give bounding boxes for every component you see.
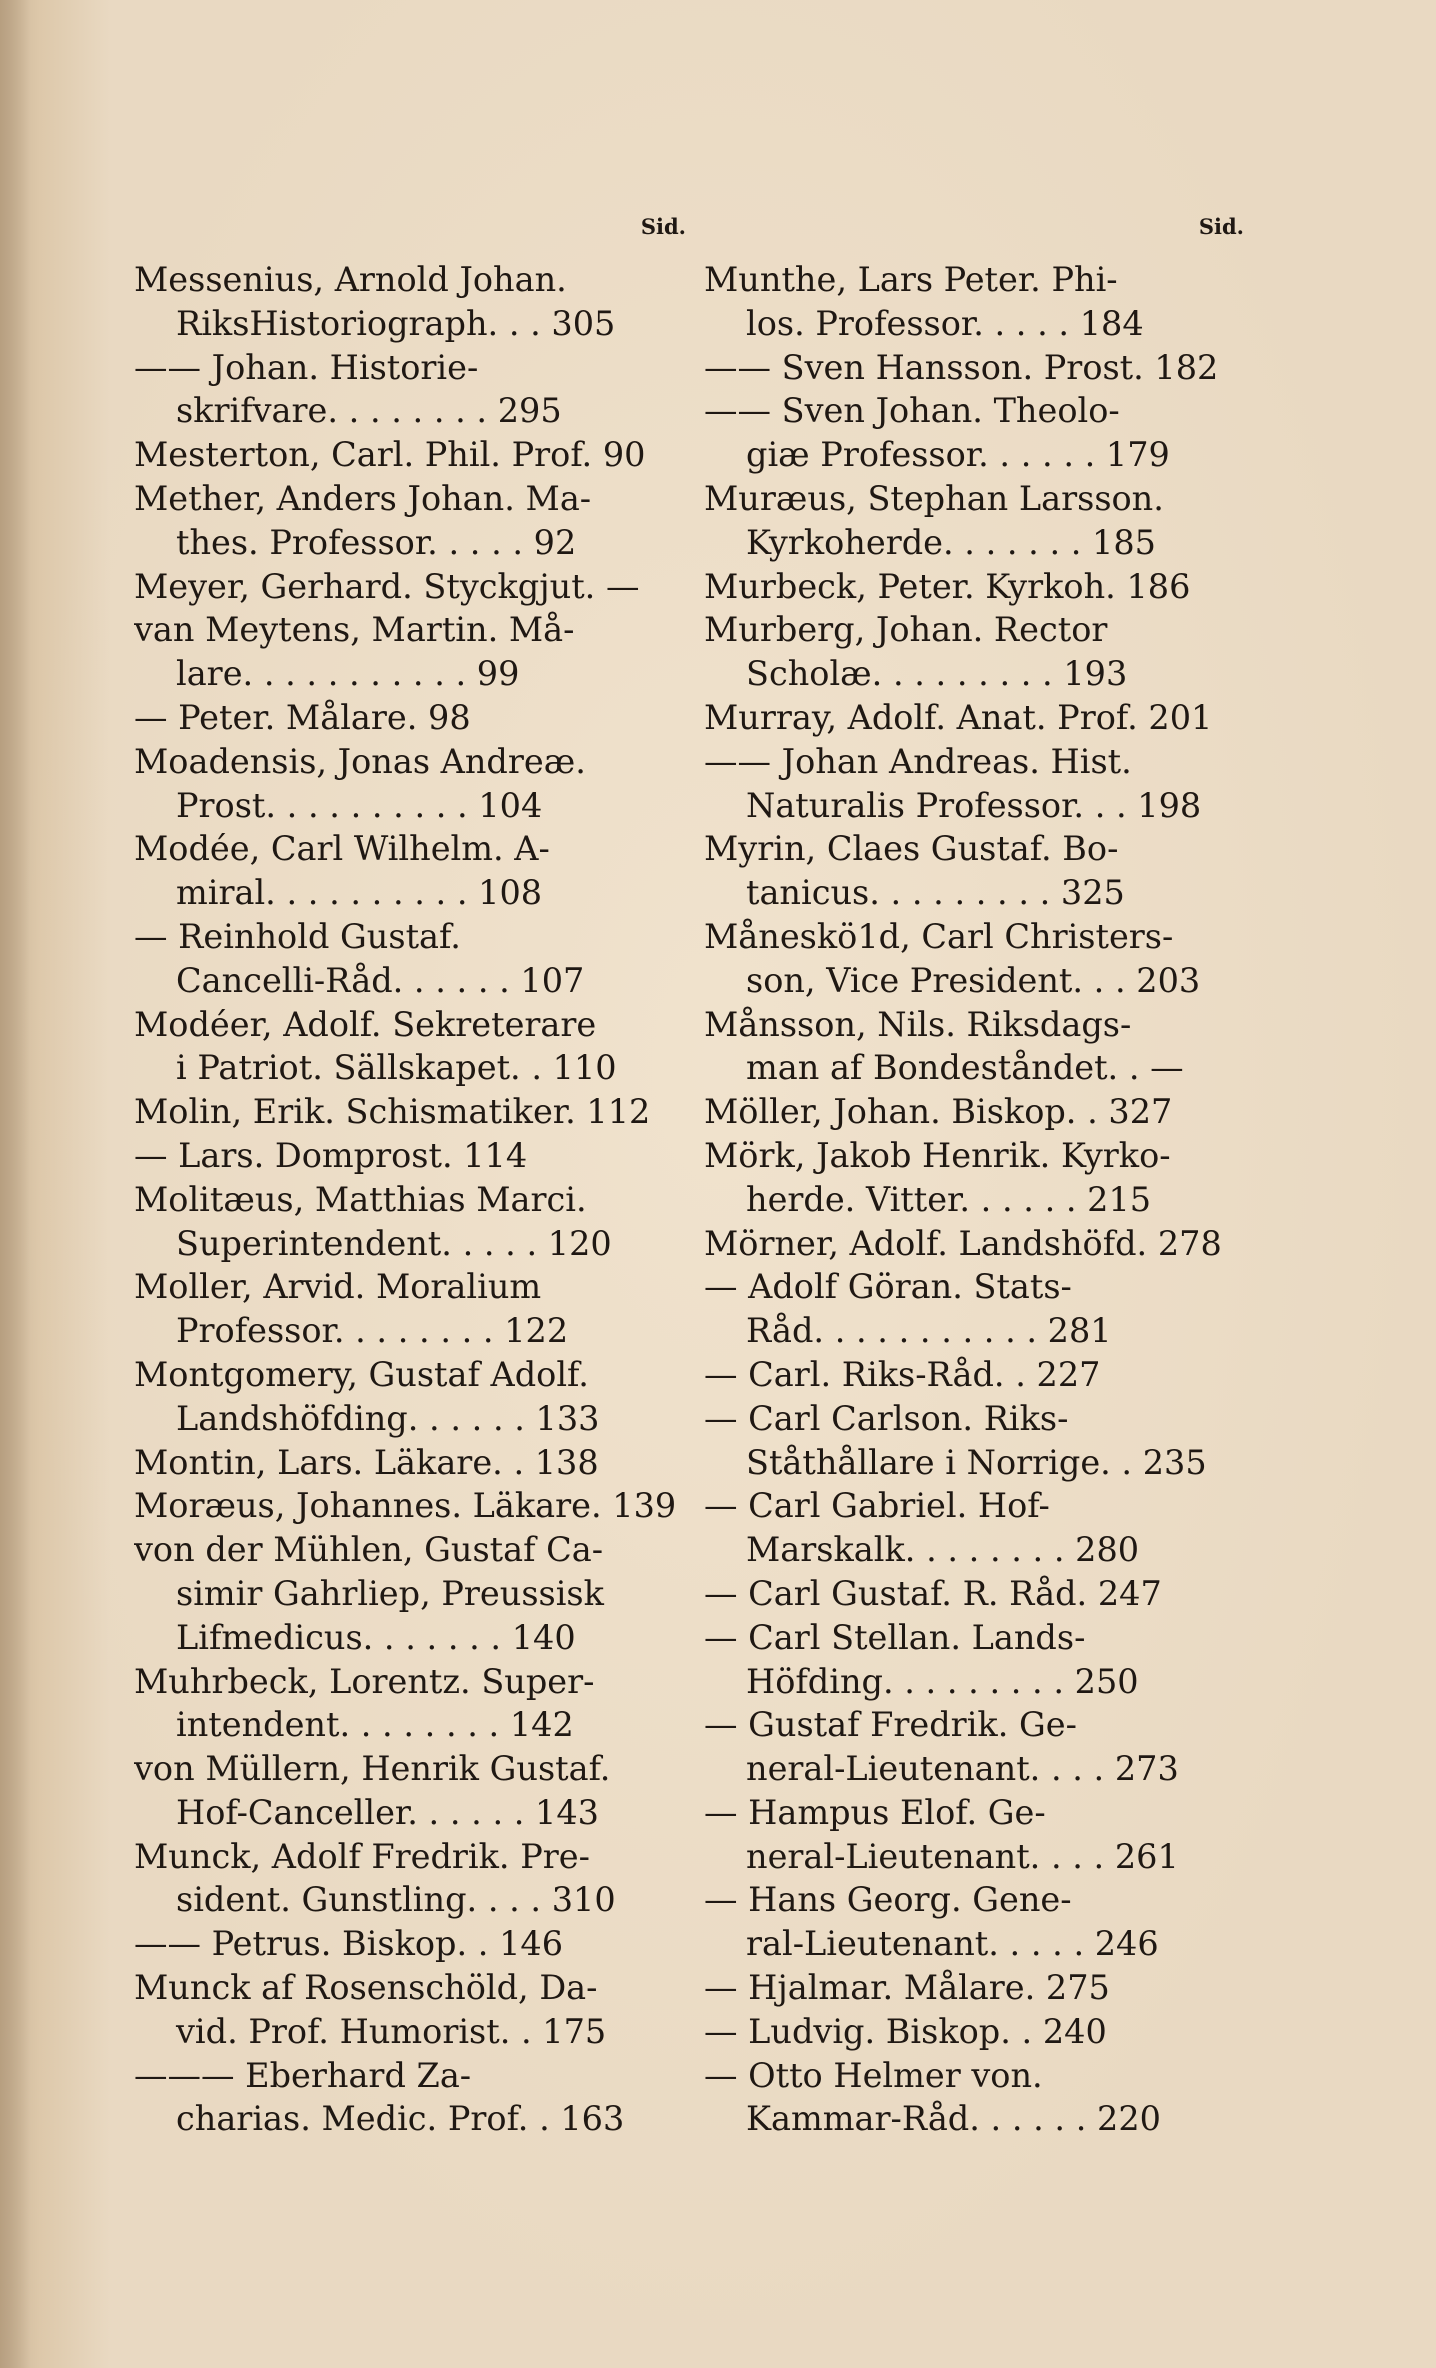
index-entry [134,696,686,740]
index-entry [704,1484,1244,1572]
index-line: von der Mühlen, Gustaf Ca- [134,1530,604,1570]
index-line: tanicus. . . . . . . . . 325 [746,873,1125,913]
index-line: Moadensis, Jonas Andreæ. [134,741,586,781]
index-line: ral-Lieutenant. . . . . 246 [746,1924,1159,1964]
index-line: Mörner, Adolf. Landshöfd. 278 [704,1223,1222,1263]
index-line: Marskalk. . . . . . . . 280 [746,1530,1140,1570]
index-entry [134,258,686,346]
index-line: Myrin, Claes Gustaf. Bo- [704,829,1119,869]
index-entry [134,477,686,565]
index-entry [134,608,686,696]
index-entry [134,2054,686,2142]
index-entry [134,1178,686,1266]
index-line: Landshöfding. . . . . . 133 [176,1398,600,1438]
index-line: Ståthållare i Norrige. . 235 [746,1442,1207,1482]
index-line: giæ Professor. . . . . . 179 [746,435,1170,475]
index-line: Mesterton, Carl. Phil. Prof. 90 [134,435,646,475]
index-line: Superintendent. . . . . 120 [176,1223,612,1263]
index-line: Scholæ. . . . . . . . . 193 [746,654,1128,694]
index-line: son, Vice President. . . 203 [746,960,1201,1000]
right-entries [704,222,1244,2141]
index-line: Månsson, Nils. Riksdags- [704,1004,1132,1044]
index-line: Moller, Arvid. Moralium [134,1267,542,1307]
index-line: — Hampus Elof. Ge- [704,1792,1046,1832]
index-line: Montgomery, Gustaf Adolf. [134,1354,589,1394]
index-entry [704,1222,1244,1266]
index-line: Muræus, Stephan Larsson. [704,478,1164,518]
index-entry [704,1003,1244,1091]
index-entry [704,1572,1244,1616]
index-line: vid. Prof. Humorist. . 175 [176,2011,607,2051]
index-line: Murberg, Johan. Rector [704,610,1108,650]
index-line: — Peter. Målare. 98 [134,697,471,737]
index-line: Måneskö1d, Carl Christers- [704,916,1174,956]
index-line: i Patriot. Sällskapet. . 110 [176,1048,617,1088]
index-line: Meyer, Gerhard. Styckgjut. — [134,566,640,606]
index-line: neral-Lieutenant. . . . 273 [746,1749,1179,1789]
index-entry [704,1703,1244,1791]
index-entry [134,1134,686,1178]
index-entry [134,1090,686,1134]
index-line: Mether, Anders Johan. Ma- [134,478,592,518]
index-line: van Meytens, Martin. Må- [134,610,575,650]
index-line: lare. . . . . . . . . . . 99 [176,654,520,694]
index-line: Kammar-Råd. . . . . . 220 [746,2099,1161,2139]
index-entry [134,1528,686,1659]
index-entry [134,740,686,828]
index-line: Munthe, Lars Peter. Phi- [704,260,1118,299]
index-line: Lifmedicus. . . . . . . 140 [176,1617,576,1657]
index-line: miral. . . . . . . . . . 108 [176,873,543,913]
index-entry [704,1265,1244,1353]
index-entry [704,565,1244,609]
index-line: Moræus, Johannes. Läkare. 139 [134,1486,677,1526]
index-line: Prost. . . . . . . . . . 104 [176,785,543,825]
index-line: Munck af Rosenschöld, Da- [134,1968,598,2008]
index-line: sident. Gunstling. . . . 310 [176,1880,616,1920]
index-entry [704,477,1244,565]
index-line: intendent. . . . . . . . 142 [176,1705,574,1745]
page-column-label: Sid. [640,214,686,239]
index-line: — Lars. Domprost. 114 [134,1135,528,1175]
index-line: Muhrbeck, Lorentz. Super- [134,1661,595,1701]
index-entry [704,740,1244,828]
index-line: Mörk, Jakob Henrik. Kyrko- [704,1135,1171,1175]
index-line: RiksHistoriograph. . . 305 [176,303,616,343]
index-line: — Carl Stellan. Lands- [704,1617,1086,1657]
index-line: Naturalis Professor. . . 198 [746,785,1202,825]
index-line: — Otto Helmer von. [704,2055,1043,2095]
index-line: — Hjalmar. Målare. 275 [704,1968,1110,2008]
index-entry [134,1265,686,1353]
index-line: Modée, Carl Wilhelm. A- [134,829,550,869]
index-line: Professor. . . . . . . . 122 [176,1311,569,1351]
page-column-label: Sid. [1198,214,1244,239]
page-binding-edge [0,0,30,2368]
index-line: Molitæus, Matthias Marci. [134,1179,587,1219]
index-line: Munck, Adolf Fredrik. Pre- [134,1836,590,1876]
index-entry [134,346,686,434]
index-line: Molin, Erik. Schismatiker. 112 [134,1092,651,1132]
index-entry [704,1878,1244,1966]
index-line: Montin, Lars. Läkare. . 138 [134,1442,599,1482]
index-entry [704,1966,1244,2010]
index-line: — Ludvig. Biskop. . 240 [704,2011,1107,2051]
index-entry [134,915,686,1003]
index-entry [704,2054,1244,2142]
index-line: ——— Eberhard Za- [134,2055,472,2095]
index-line: —— Petrus. Biskop. . 146 [134,1924,564,1964]
index-entry [134,565,686,609]
index-entry [704,1791,1244,1879]
index-line: Hof-Canceller. . . . . . 143 [176,1792,599,1832]
index-line: los. Professor. . . . . 184 [746,303,1144,343]
index-line: Råd. . . . . . . . . . . 281 [746,1311,1112,1351]
index-line: Möller, Johan. Biskop. . 327 [704,1092,1173,1132]
index-line: Modéer, Adolf. Sekreterare [134,1004,597,1044]
index-line: simir Gahrliep, Preussisk [176,1573,604,1613]
index-entry [704,827,1244,915]
index-entry [704,696,1244,740]
index-entry [134,1484,686,1528]
index-line: — Carl. Riks-Råd. . 227 [704,1354,1101,1394]
index-line: —— Johan Andreas. Hist. [704,741,1132,781]
right-column [704,214,1244,2141]
index-entry [704,1353,1244,1397]
index-entry [134,1441,686,1485]
index-line: herde. Vitter. . . . . . 215 [746,1179,1152,1219]
index-line: — Carl Gustaf. R. Råd. 247 [704,1573,1162,1613]
index-line: Cancelli-Råd. . . . . . 107 [176,960,585,1000]
index-entry [134,1003,686,1091]
index-line: —— Sven Hansson. Prost. 182 [704,347,1219,387]
index-entry [704,1616,1244,1704]
index-entry [704,915,1244,1003]
index-line: Murray, Adolf. Anat. Prof. 201 [704,697,1213,737]
index-line: Murbeck, Peter. Kyrkoh. 186 [704,566,1191,606]
index-entry [134,1660,686,1748]
index-entry [134,1966,686,2054]
index-entry [134,827,686,915]
index-line: neral-Lieutenant. . . . 261 [746,1836,1179,1876]
index-line: thes. Professor. . . . . 92 [176,522,577,562]
index-entry [134,1353,686,1441]
index-line: — Carl Carlson. Riks- [704,1398,1069,1438]
index-line: — Reinhold Gustaf. [134,916,461,956]
index-line: —— Johan. Historie- [134,347,479,387]
index-entry [134,433,686,477]
index-entry [134,1922,686,1966]
left-column [134,214,686,2141]
index-line: Kyrkoherde. . . . . . . 185 [746,522,1156,562]
index-entry [134,1747,686,1835]
index-entry [704,389,1244,477]
index-line: — Hans Georg. Gene- [704,1880,1072,1920]
index-line: Messenius, Arnold Johan. [134,260,567,299]
index-line: man af Bondeståndet. . — [746,1048,1184,1088]
index-line: charias. Medic. Prof. . 163 [176,2099,625,2139]
index-line: —— Sven Johan. Theolo- [704,391,1120,431]
index-entry [704,2010,1244,2054]
index-entry [704,1090,1244,1134]
index-line: skrifvare. . . . . . . . 295 [176,391,562,431]
index-entry [704,608,1244,696]
index-entry [134,1835,686,1923]
index-line: — Carl Gabriel. Hof- [704,1486,1050,1526]
index-line: von Müllern, Henrik Gustaf. [134,1749,611,1789]
index-entry [704,1397,1244,1485]
index-entry [704,1134,1244,1222]
left-entries [134,222,686,2141]
index-entry [704,258,1244,346]
index-line: — Adolf Göran. Stats- [704,1267,1072,1307]
index-line: — Gustaf Fredrik. Ge- [704,1705,1077,1745]
index-line: Höfding. . . . . . . . . 250 [746,1661,1139,1701]
index-entry [704,346,1244,390]
